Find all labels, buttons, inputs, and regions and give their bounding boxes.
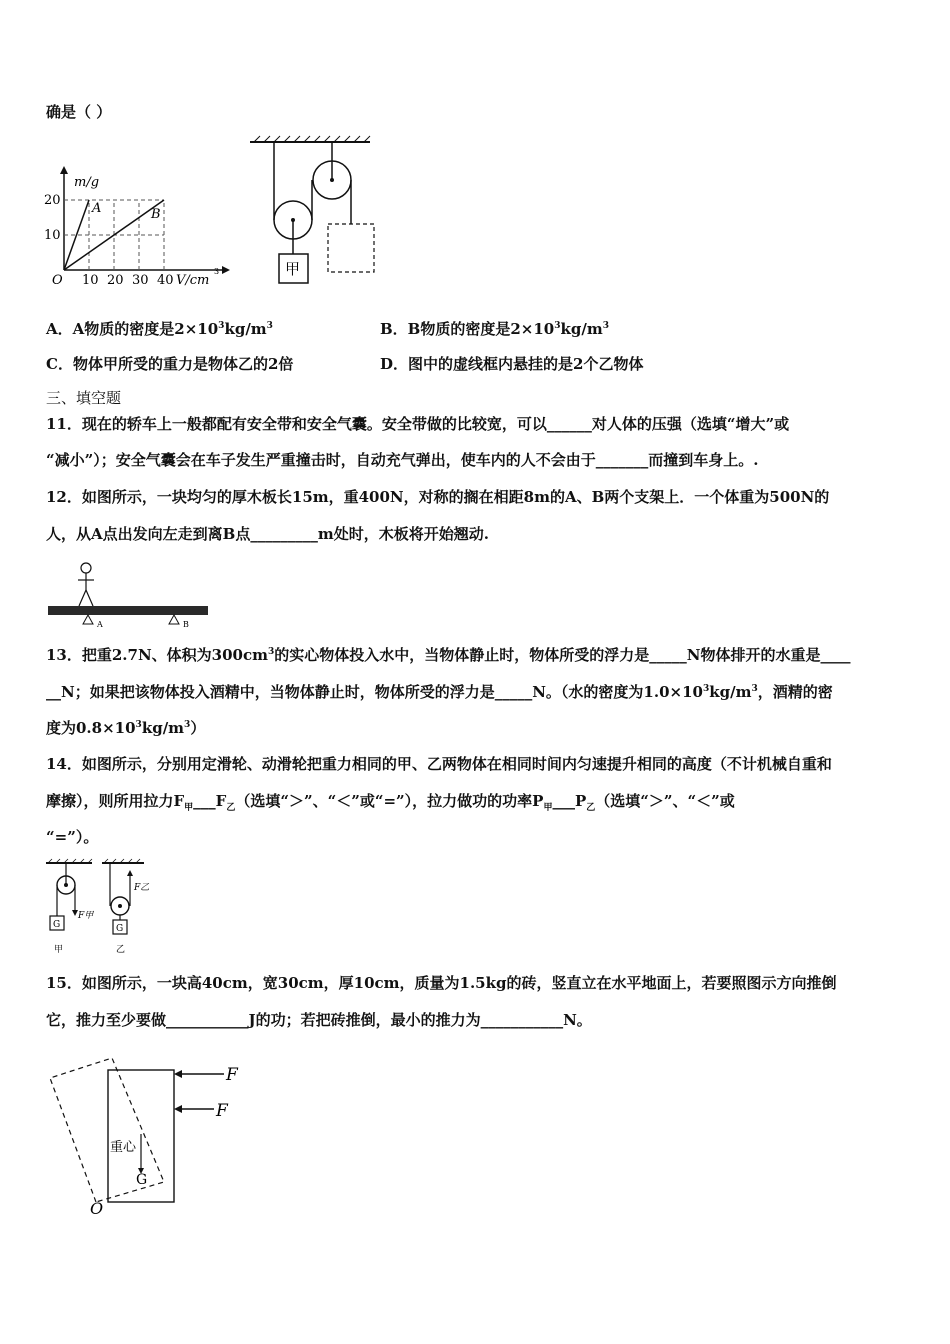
fig14-f-yi: F乙 <box>134 883 150 893</box>
q12-line2: 人，从A点出发向左走到离B点_________m处时，木板将开始翘动. <box>46 525 489 543</box>
fig15-f2: F <box>216 1101 228 1121</box>
q15-brick-figure <box>44 1058 248 1220</box>
q12-plank-figure <box>46 560 212 632</box>
q11-line1: 11．现在的轿车上一般都配有安全带和安全气囊。安全带做的比较宽，可以______对人体的压强（选填“增大”或 <box>46 415 790 433</box>
q13-line1: 13．把重2.7N、体积为$300cm^3$的实心物体投入水中，当物体静止时，物体所受的浮力是_____N物体排开的水重是____ <box>46 646 851 664</box>
q12-line1: 12．如图所示，一块均匀的厚木板长15m，重400N，对称的搁在相距8m的A、B两个支架上．一个体重为500N的 <box>46 488 830 506</box>
q13-line2: __N；如果把该物体投入酒精中，当物体静止时，物体所受的浮力是_____N。（水的密度为$1.0\times 10^3kg/m^3$，酒精的密 <box>46 683 833 701</box>
q13-line3: 度为$0.8\times 10^3kg/m^3$） <box>46 719 206 737</box>
graph-ytick-20: 20 <box>44 193 61 208</box>
graph-xlabel: V/cm <box>176 273 210 288</box>
q14-line2: 摩擦），则所用拉力$F_甲\_\_\_F_乙$（选填“＞”、“＜”或“=”），拉力做功的功率$P_甲\_\_\_P_乙$（选填“＞”、“＜”或 <box>46 792 735 813</box>
fig15-g: G <box>136 1172 148 1188</box>
q11-line2: “减小”）；安全气囊会在车子发生严重撞击时，自动充气弹出，使车内的人不会由于_______而撞到车身上。. <box>46 451 759 469</box>
q14-line1: 14．如图所示，分别用定滑轮、动滑轮把重力相同的甲、乙两物体在相同时间内匀速提升相同的高度（不计机械自重和 <box>46 755 832 773</box>
fig15-f1: F <box>226 1065 238 1085</box>
graph-label-a: A <box>92 201 102 216</box>
q10-pulley-diagram <box>246 134 382 288</box>
q15-line2: 它，推力至少要做___________J的功；若把砖推倒，最小的推力为___________N。 <box>46 1011 592 1029</box>
fig14-f-jia: F甲 <box>78 911 94 921</box>
fig14-cap-yi: 乙 <box>116 945 126 955</box>
fig14-g-jia: G <box>53 920 61 930</box>
graph-xtick-20: 20 <box>107 273 124 288</box>
graph-ytick-10: 10 <box>44 228 61 243</box>
fig15-center: 重心 <box>110 1140 137 1155</box>
pulley-box-label: 甲 <box>285 260 301 278</box>
plank-label-a: A <box>97 620 103 629</box>
q10-tail: 确是（ ） <box>46 103 112 121</box>
q10-option-c[interactable]: C．物体甲所受的重力是物体乙的2倍 <box>46 355 294 373</box>
graph-label-b: B <box>151 207 161 222</box>
fig14-g-yi: G <box>116 924 124 934</box>
plank-label-b: B <box>183 620 189 629</box>
graph-xtick-30: 30 <box>132 273 149 288</box>
graph-xtick-10: 10 <box>82 273 99 288</box>
graph-origin: O <box>52 273 63 288</box>
q14-line3: “=”）。 <box>46 828 99 846</box>
q15-line1: 15．如图所示，一块高40cm，宽30cm，厚10cm，质量为1.5kg的砖，竖直立在水平地面上，若要照图示方向推倒 <box>46 974 837 992</box>
q10-mass-volume-graph <box>44 166 230 290</box>
fig15-o: O <box>90 1199 104 1218</box>
q10-option-d[interactable]: D．图中的虚线框内悬挂的是2个乙物体 <box>380 355 644 373</box>
fig14-cap-jia: 甲 <box>54 945 64 955</box>
graph-ylabel: m/g <box>74 175 100 190</box>
graph-xlabel-sup: 3 <box>214 267 220 276</box>
graph-xtick-40: 40 <box>157 273 174 288</box>
section-title: 三、填空题 <box>46 389 122 407</box>
q10-option-b[interactable]: B．B物质的密度是$2\times 10^3kg/m^3$ <box>380 320 610 338</box>
q10-option-a[interactable]: A．A物质的密度是$2\times 10^3kg/m^3$ <box>46 320 273 338</box>
q14-pulley-figure <box>44 858 160 958</box>
